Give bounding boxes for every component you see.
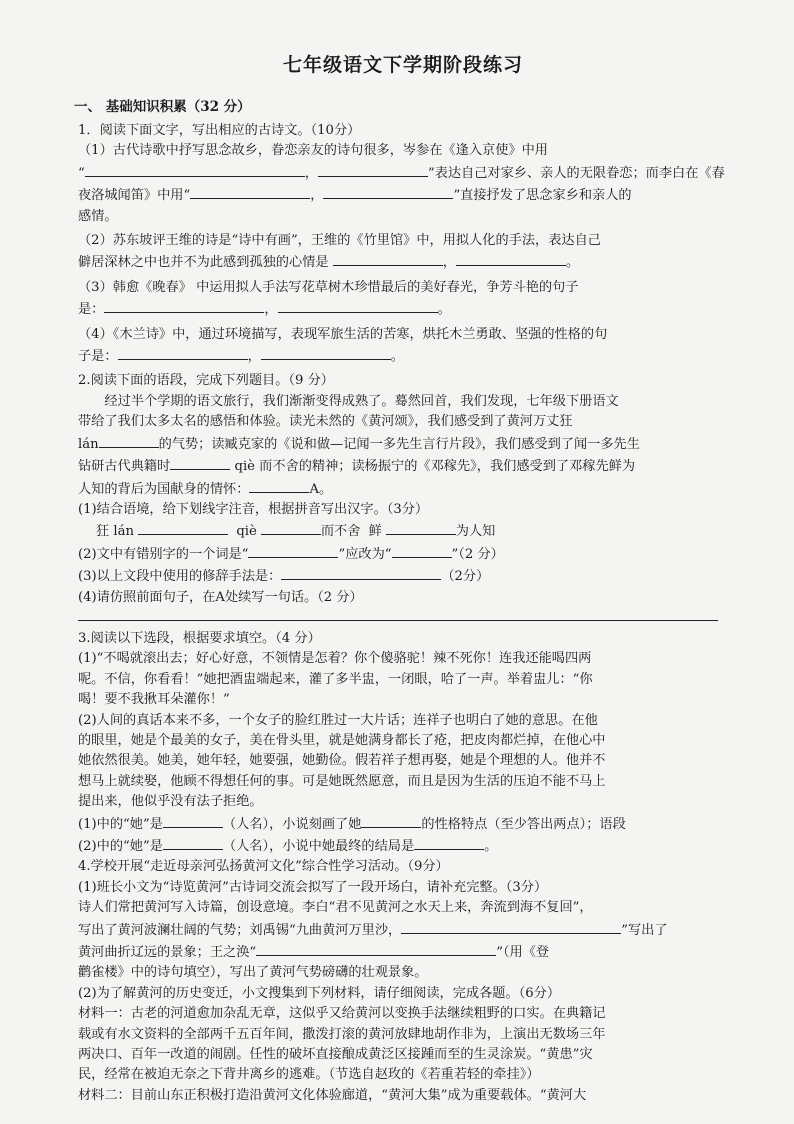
passage-line: (2)人间的真话本来不多，一个女子的脸红胜过一大片话；连祥子也明白了她的意思。在他: [78, 712, 598, 728]
question-3: [78, 629, 728, 857]
passage-line: 两决口、百年一改道的闹剧。任性的破坏直接酿成黄泛区接踵而至的生灵涂炭。“黄患”灾: [78, 1047, 593, 1063]
answer-blank[interactable]: [278, 298, 438, 313]
question-text: 子是： ， 。: [78, 345, 728, 367]
answer-blank[interactable]: [386, 520, 456, 535]
passage-line: 带给了我们太多太名的感悟和体验。读光未然的《黄河颂》，我们感受到了黄河万丈狂: [78, 414, 573, 430]
page-title: 七年级语文下学期阶段练习: [282, 54, 523, 76]
answer-blank[interactable]: [261, 345, 391, 360]
answer-blank[interactable]: [248, 543, 338, 558]
passage-line: 民，经常在被迫无奈之下背井离乡的逃难。（节选自赵玫的《若重若轻的牵挂》）: [78, 1067, 540, 1083]
question-4: [78, 857, 728, 1106]
sub-question: (1)结合语境，给下划线字注音，根据拼音写出汉字。（3分）: [78, 501, 429, 517]
answer-blank[interactable]: [392, 543, 452, 558]
answer-blank[interactable]: [281, 565, 441, 580]
answer-blank[interactable]: [163, 835, 223, 850]
answer-blank[interactable]: [256, 941, 496, 956]
passage-line: 人知的背后为国献身的情怀： A。: [78, 478, 728, 500]
passage-line: 呢。不信，你看看！”她把酒盅端起来，灌了多半盅，一闭眼，哈了一声。举着盅儿：“你: [78, 671, 593, 687]
passage-line: 写出了黄河波澜壮阔的气势；刘禹锡“九曲黄河万里沙， ”写出了: [78, 919, 728, 941]
answer-blank[interactable]: [318, 162, 428, 177]
section-heading: 一、 基础知识积累（32 分）: [74, 99, 251, 115]
passage-line: 载或有水文资料的全部两千五百年间，撒泼打滚的黄河放肆地胡作非为，上演出无数场三年: [78, 1026, 606, 1042]
passage-line: 材料一：古老的河道愈加杂乱无章，这似乎又给黄河以变换手法继续粗野的口实。在典籍记: [78, 1006, 606, 1022]
answer-blank[interactable]: [118, 345, 248, 360]
pinyin-row: 狂 lán qiè 而不舍 鲜 为人知: [78, 520, 728, 542]
passage-line: 黄河曲折辽远的景象；王之涣“ ”（用《登: [78, 941, 728, 963]
answer-blank[interactable]: [401, 919, 621, 934]
sub-question: (4)请仿照前面句子，在A处续写一句话。（2 分）: [78, 589, 363, 605]
question-stem: 1．阅读下面文字，写出相应的古诗文。（10分）: [78, 123, 361, 138]
question-text: 僻居深林之中也并不为此感到孤独的心情是 ， 。: [78, 251, 728, 273]
passage-line: 喝！要不我揪耳朵灌你！”: [78, 692, 230, 708]
passage-line: 想马上就续娶，他顾不得想任何的事。可是她既然愿意，而且是因为生活的压迫不能不马上: [78, 773, 606, 789]
answer-blank[interactable]: [170, 455, 230, 470]
answer-blank[interactable]: [456, 251, 566, 266]
question-stem: 4.学校开展“走近母亲河弘扬黄河文化”综合性学习活动。（9分）: [78, 859, 449, 875]
exam-page: [74, 50, 728, 1106]
question-text: 感情。: [78, 208, 118, 224]
question-text: （1）古代诗歌中抒写思念故乡，眷恋亲友的诗句很多，岑参在《逢入京使》中用: [78, 143, 548, 159]
answer-blank[interactable]: [99, 433, 159, 448]
passage-line: 材料二：目前山东正积极打造沿黄河文化体验廊道，“黄河大集”成为重要载体。“黄河大: [78, 1087, 587, 1103]
passage-line: 经过半个学期的语文旅行，我们渐渐变得成熟了。蓦然回首，我们发现，七年级下册语文: [104, 393, 619, 409]
answer-blank[interactable]: [190, 184, 310, 199]
passage-line: (1)“不喝就滚出去；好心好意，不领情是怎着？你个傻骆驼！辣不死你！连我还能喝四两: [78, 651, 592, 667]
answer-blank[interactable]: [261, 520, 321, 535]
answer-blank[interactable]: [85, 162, 305, 177]
passage-line: 鹳雀楼》中的诗句填空），写出了黄河气势磅礴的壮观景象。: [78, 965, 428, 981]
answer-blank[interactable]: [163, 813, 223, 828]
question-text: （2）苏东坡评王维的诗是“诗中有画”，王维的《竹里馆》中，用拟人化的手法，表达自己: [78, 233, 601, 249]
sub-question: (2)文中有错别字的一个词是“ ”应改为“ ”（2 分）: [78, 543, 728, 565]
passage-line: 提出来，他似乎没有法子拒绝。: [78, 794, 263, 810]
answer-blank[interactable]: [361, 813, 421, 828]
sub-question: (1)中的“她”是 （人名），小说刻画了她 的性格特点（至少答出两点）；语段: [78, 813, 728, 835]
passage-line: 诗人们常把黄河写入诗篇，创设意境。李白“君不见黄河之水天上来，奔流到海不复回”，: [78, 900, 593, 916]
passage-line: lán 的气势；读臧克家的《说和做—记闻一多先生言行片段》，我们感受到了闻一多先生: [78, 433, 728, 455]
answer-blank[interactable]: [333, 251, 443, 266]
question-text: （3）韩愈《晚春》 中运用拟人手法写花草树木珍惜最后的美好春光，争芳斗艳的句子: [78, 279, 579, 295]
answer-blank[interactable]: [104, 298, 264, 313]
question-text: 夜洛城闻笛》中用“ ， ”直接抒发了思念家乡和亲人的: [78, 184, 728, 206]
question-stem: 3.阅读以下选段，根据要求填空。（4 分）: [78, 630, 321, 646]
answer-blank[interactable]: [414, 835, 484, 850]
question-stem: 2.阅读下面的语段，完成下列题目。（9 分）: [78, 373, 334, 389]
question-2: [78, 371, 728, 620]
passage-line: 钻研古代典籍时 qiè 而不舍的精神；读杨振宁的《邓稼先》，我们感受到了邓稼先鲜为: [78, 455, 728, 477]
passage-line: 的眼里，她是个最美的女子，美在骨头里，就是她满身都长了疮，把皮肉都烂掉，在他心中: [78, 732, 606, 748]
question-text: （4）《木兰诗》中，通过环境描写，表现军旅生活的苦寒，烘托木兰勇敢、坚强的性格的句: [78, 326, 608, 342]
answer-blank[interactable]: [249, 478, 309, 493]
question-1: [78, 121, 728, 367]
passage-line: 她依然很美。她美，她年轻，她要强，她勤俭。假若祥子想再娶，她是个理想的人。他并不: [78, 753, 606, 769]
sub-question: (2)为了解黄河的历史变迁，小文搜集到下列材料，请仔细阅读，完成各题。（6分）: [78, 985, 561, 1001]
answer-line[interactable]: [78, 610, 718, 621]
sub-question: (2)中的“她”是 （人名），小说中她最终的结局是 。: [78, 835, 728, 857]
answer-blank[interactable]: [138, 520, 228, 535]
sub-question: (1)班长小文为“诗览黄河”古诗词交流会拟写了一段开场白，请补充完整。（3分）: [78, 879, 548, 895]
question-text: “ ， ”表达自己对家乡、亲人的无限眷恋；而李白在《春: [78, 162, 728, 184]
sub-question: (3)以上文段中使用的修辞手法是： （2分）: [78, 565, 728, 587]
answer-blank[interactable]: [323, 184, 453, 199]
question-text: 是： ， 。: [78, 298, 728, 320]
